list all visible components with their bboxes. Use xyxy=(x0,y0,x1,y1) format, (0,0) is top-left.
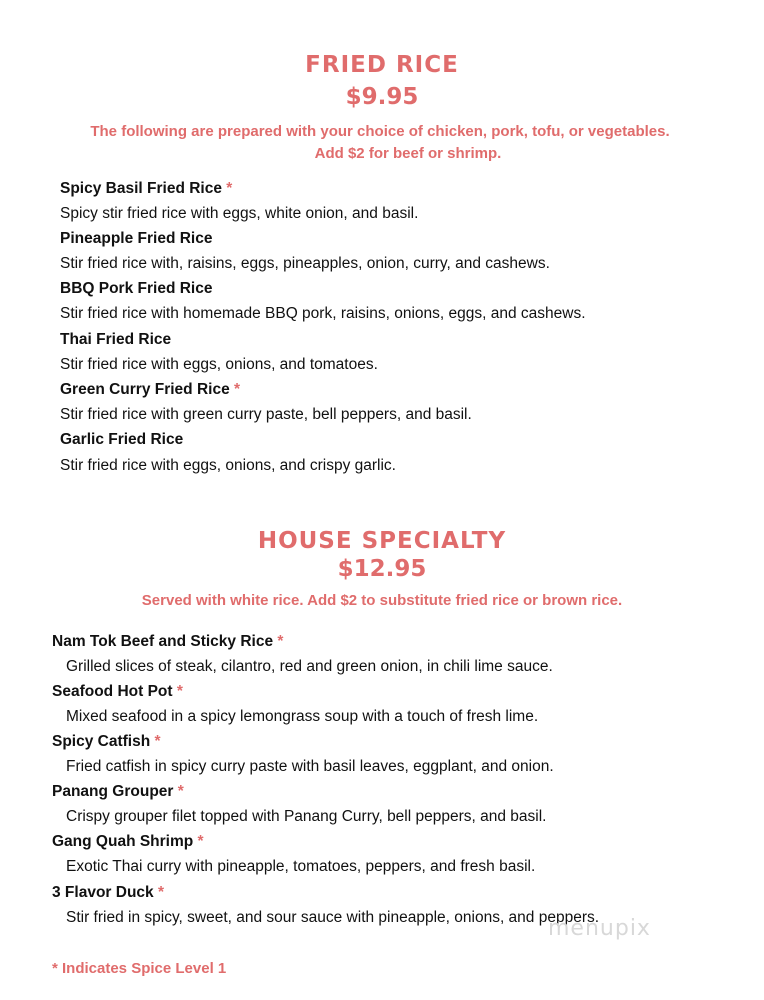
spice-marker: * xyxy=(197,833,204,850)
menu-item-name: BBQ Pork Fried Rice xyxy=(60,280,213,297)
spice-marker: * xyxy=(226,180,233,197)
menu-item-name: Pineapple Fried Rice xyxy=(60,230,213,247)
house-specialty-price: $12.95 xyxy=(337,556,427,582)
menu-item-name: 3 Flavor Duck * xyxy=(52,884,165,901)
menu-item-name: Panang Grouper * xyxy=(52,783,184,800)
menu-item-name: Spicy Catfish * xyxy=(52,733,161,750)
menu-item-desc: Spicy stir fried rice with eggs, white onion, and basil. xyxy=(60,205,419,222)
menu-item-desc: Stir fried rice with, raisins, eggs, pineapples, onion, curry, and cashews. xyxy=(60,255,550,272)
menu-item-name: Nam Tok Beef and Sticky Rice * xyxy=(52,633,284,650)
menu-item-name: Seafood Hot Pot * xyxy=(52,683,183,700)
menu-item-desc: Mixed seafood in a spicy lemongrass soup with a touch of fresh lime. xyxy=(66,708,539,725)
menu-item-desc: Exotic Thai curry with pineapple, tomatoes, peppers, and fresh basil. xyxy=(66,858,536,875)
spice-marker: * xyxy=(154,733,161,750)
menu-item-name: Green Curry Fried Rice * xyxy=(60,381,241,398)
fried-rice-note-line1: The following are prepared with your choice of chicken, pork, tofu, or vegetables. xyxy=(90,123,670,140)
menu-item-desc: Grilled slices of steak, cilantro, red and green onion, in chili lime sauce. xyxy=(66,658,553,675)
menu-item-name: Gang Quah Shrimp * xyxy=(52,833,204,850)
spice-marker: * xyxy=(157,884,165,901)
spice-marker: * xyxy=(176,683,183,700)
house-specialty-title: HOUSE SPECIALTY xyxy=(257,528,507,554)
spice-marker: * xyxy=(234,381,241,398)
menu-item-desc: Fried catfish in spicy curry paste with basil leaves, eggplant, and onion. xyxy=(66,758,554,775)
menu-item-name: Garlic Fried Rice xyxy=(60,431,184,448)
menu-item-name: Thai Fried Rice xyxy=(60,331,172,348)
spice-marker: * xyxy=(177,783,184,800)
spice-legend: * Indicates Spice Level 1 xyxy=(52,960,227,977)
menu-item-desc: Stir fried rice with homemade BBQ pork, raisins, onions, eggs, and cashews. xyxy=(60,305,586,322)
menu-item-name: Spicy Basil Fried Rice * xyxy=(60,180,233,197)
fried-rice-price: $9.95 xyxy=(345,84,419,110)
menu-item-desc: Stir fried in spicy, sweet, and sour sauce with pineapple, onions, and peppers. xyxy=(66,909,600,926)
menu-item-desc: Crispy grouper filet topped with Panang Curry, bell peppers, and basil. xyxy=(66,808,547,825)
watermark-logo: menupix xyxy=(548,916,651,941)
house-specialty-note: Served with white rice. Add $2 to substitute fried rice or brown rice. xyxy=(141,592,623,609)
fried-rice-title: FRIED RICE xyxy=(305,52,459,78)
spice-marker: * xyxy=(277,633,284,650)
fried-rice-note-line2: Add $2 for beef or shrimp. xyxy=(314,145,502,162)
menu-item-desc: Stir fried rice with green curry paste, bell peppers, and basil. xyxy=(60,406,472,423)
menu-item-desc: Stir fried rice with eggs, onions, and tomatoes. xyxy=(60,356,378,373)
menu-item-desc: Stir fried rice with eggs, onions, and crispy garlic. xyxy=(60,457,396,474)
